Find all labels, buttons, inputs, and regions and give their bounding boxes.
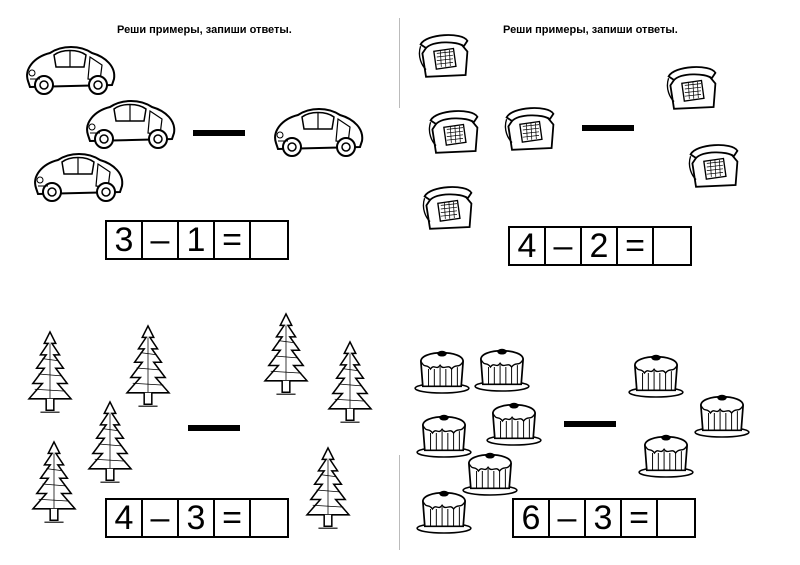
cake-icon xyxy=(472,344,532,392)
answer-box[interactable] xyxy=(654,228,690,264)
divider-top xyxy=(399,18,400,108)
equals-cell: = xyxy=(618,228,654,264)
tree-icon xyxy=(256,312,316,398)
equals-cell: = xyxy=(215,500,251,536)
minus-cell: – xyxy=(143,500,179,536)
answer-box[interactable] xyxy=(251,222,287,258)
minus-sign xyxy=(193,130,245,136)
number-cell: 3 xyxy=(107,222,143,258)
car-icon xyxy=(28,145,128,207)
cake-icon xyxy=(484,398,544,446)
equation-3 xyxy=(105,498,289,538)
minus-sign xyxy=(564,421,616,427)
tree-icon xyxy=(24,440,84,526)
tree-icon xyxy=(118,324,178,410)
car-icon xyxy=(20,38,120,100)
telephone-icon xyxy=(414,30,474,84)
number-cell: 4 xyxy=(510,228,546,264)
equation-2 xyxy=(508,226,692,266)
instruction-title-right: Реши примеры, запиши ответы. xyxy=(503,24,678,36)
telephone-icon xyxy=(418,182,478,236)
tree-icon xyxy=(298,446,358,532)
minus-cell: – xyxy=(143,222,179,258)
cake-icon xyxy=(414,486,474,534)
minus-sign xyxy=(188,425,240,431)
cake-icon xyxy=(626,350,686,398)
equation-1 xyxy=(105,220,289,260)
answer-box[interactable] xyxy=(251,500,287,536)
cake-icon xyxy=(636,430,696,478)
minus-cell: – xyxy=(550,500,586,536)
equals-cell: = xyxy=(622,500,658,536)
telephone-icon xyxy=(500,103,560,157)
equation-4 xyxy=(512,498,696,538)
car-icon xyxy=(268,100,368,162)
minus-cell: – xyxy=(546,228,582,264)
cake-icon xyxy=(412,346,472,394)
number-cell: 3 xyxy=(179,500,215,536)
number-cell: 1 xyxy=(179,222,215,258)
number-cell: 6 xyxy=(514,500,550,536)
cake-icon xyxy=(692,390,752,438)
tree-icon xyxy=(320,340,380,426)
divider-bottom xyxy=(399,455,400,550)
telephone-icon xyxy=(662,62,722,116)
minus-sign xyxy=(582,125,634,131)
number-cell: 4 xyxy=(107,500,143,536)
number-cell: 2 xyxy=(582,228,618,264)
tree-icon xyxy=(20,330,80,416)
telephone-icon xyxy=(424,106,484,160)
number-cell: 3 xyxy=(586,500,622,536)
tree-icon xyxy=(80,400,140,486)
answer-box[interactable] xyxy=(658,500,694,536)
instruction-title-left: Реши примеры, запиши ответы. xyxy=(117,24,292,36)
equals-cell: = xyxy=(215,222,251,258)
telephone-icon xyxy=(684,140,744,194)
